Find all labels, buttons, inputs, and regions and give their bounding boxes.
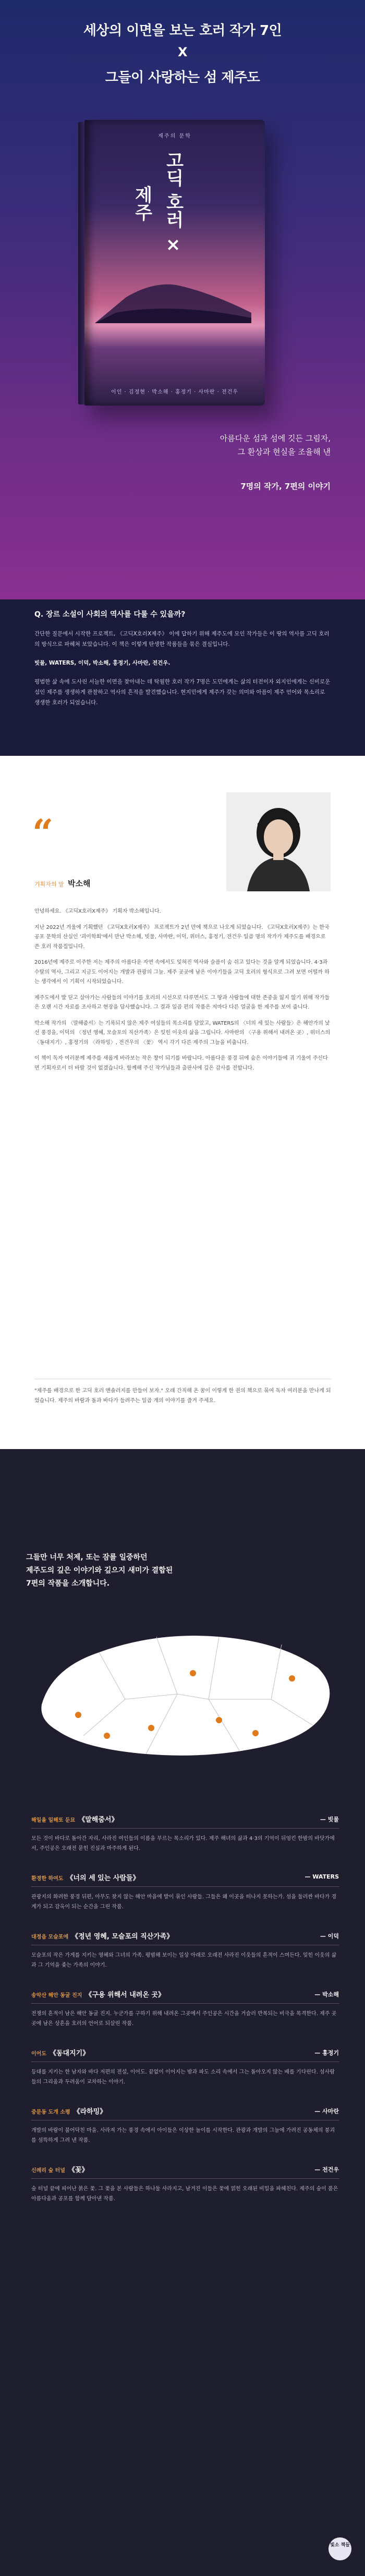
map-pin [104,1733,110,1739]
story-body: 관광지의 화려한 풍경 뒤편, 아무도 찾지 않는 해안 마을에 발이 묶인 사람들. 그들은 왜 이곳을 떠나지 못하는가. 섬을 둘러싼 바다가 경계가 되고 감옥이 되는 순간을 그린 작품. [31,1894,337,1910]
story-body: 개발의 바람이 불어닥친 마을. 사라져 가는 풍경 속에서 아이들은 이상한 놀이를 시작한다. 관광과 개발의 그늘에 가려진 공동체의 붕괴를 섬뜩하게 그려 낸 작품. [31,2128,335,2143]
map-intro [26,1551,173,1590]
story-title [31,1872,339,1882]
story-title-text: 《라하밍》 [73,2108,107,2116]
story-title-text: 《꽃》 [68,2166,89,2174]
story-location: 중문동 도개 소평 [31,2109,70,2115]
story-body: 등대를 지키는 한 남자와 바다 저편의 전설, 이어도. 끝없이 이어지는 밤과 파도 소리 속에서 그는 돌아오지 않는 배를 기다린다. 섬사람들의 그리움과 두려움이 교차하는 이야기. [31,2069,335,2085]
planner-interview [34,907,332,1080]
book-cover [84,120,265,406]
story-body: 전쟁의 흔적이 남은 해안 동굴 진지. 누군가를 구하기 위해 내려온 그곳에서 주인공은 시간을 거슬러 반복되는 비극을 목격한다. 제주 곳곳에 남은 상흔을 호러의 언어로 되살린 작품. [31,2011,337,2027]
planner-name: 박소해 [68,879,91,888]
map-pin [216,1717,222,1723]
story-author: — WATERS [305,1873,339,1880]
story-item [31,1989,339,2029]
story-location: 신례리 숲 터널 [31,2168,65,2174]
book-cover-authors: 이인 · 김정현 · 박소해 · 홍정기 · 사마란 · 전건우 [111,389,238,395]
planner-label: 기획자의 말 [34,881,64,888]
story-item [31,1814,339,1854]
divider [31,1886,339,1887]
story-title [31,1989,339,1999]
question-heading: Q. 장르 소설이 사회의 역사를 다룰 수 있을까? [34,610,186,619]
interview-paragraph: 안녕하세요. 《고딕X호러X제주》 기획자 박소해입니다. [34,909,161,914]
book-cover-title: 고딕 호러 × 제주 [131,151,184,255]
story-title [31,2047,339,2057]
hero-stat: 7명의 작가, 7편의 이야기 [240,482,331,491]
story-author: — 박소해 [314,1991,339,1998]
divider [31,2003,339,2004]
story-item [31,2164,339,2204]
story-item [31,2047,339,2087]
story-item [31,2106,339,2145]
interview-paragraph: 이 책이 독자 여러분께 제주를 새롭게 바라보는 작은 창이 되기를 바랍니다. 아름다운 풍경 뒤에 숨은 이야기들에 귀 기울여 주신다면 기획자로서 더 바랄 것이 없겠습니다. 함께해 주신 작가님들과 출판사에 깊은 감사를 전합니다. [34,1056,328,1071]
story-title-text: 《동대지기》 [49,2050,90,2057]
interview-paragraph: 지난 2022년 겨울에 기획했던 《고딕X호러X제주》 프로젝트가 2년 만에 책으로 나오게 되었습니다. 《고딕X호러X제주》는 한국 공포 문학의 산실인 '괴이학회'에서 만난 박소해, 빗물, 사마란, 이덕, 위더스, 홍정기, 전건우 일곱 명의 작가가 제주도를 배경으로 쓴 호러 작품집입니다. [34,924,330,950]
story-item [31,1931,339,1970]
map-intro-line3: 7편의 작품을 소개합니다. [26,1579,110,1588]
book-cover-series: 제주의 문학 [158,133,191,139]
answer-authors: 빗물, WATERS, 이덕, 박소해, 홍정기, 사마란, 전건우. [34,660,171,666]
jeju-map [21,1595,344,1788]
hero-banner [0,0,365,599]
mountain-icon [95,276,251,323]
interview-paragraph: 2016년에 제주로 이주한 저는 제주의 아름다운 자연 속에서도 잊혀진 역사와 슬픔이 숨 쉬고 있다는 것을 알게 되었습니다. 4·3과 수탈의 역사, 그리고 지금도 이어지는 개발과 관광의 그늘. 제주 곳곳에 남은 이야기들을 고딕 호러의 형식으로 그려 보면 어떨까 하는 생각에서 이 기획이 시작되었습니다. [34,960,330,985]
planner-photo [226,792,331,891]
story-author: — 빗물 [320,1816,339,1823]
answer-text [34,629,332,716]
story-item [31,1872,339,1912]
story-title-text: 《너의 세 있는 사람들》 [66,1874,140,1882]
story-location: 해일을 일해또 둔묘 [31,1818,76,1823]
story-location: 대정읍 모슬포에 [31,1934,69,1940]
map-pin [252,1730,259,1736]
interview-paragraph: 박소해 작가의 〈말해줌서〉는 기록되지 않은 제주 여성들의 목소리를 담았고, WATERS의 〈너의 세 있는 사람들〉은 해안가의 낯선 풍경을, 이덕의 〈정년 영혜, 모슬포의 직산가족〉은 잊힌 이웃의 삶을 그립니다. 사마란의 〈구용 위해서 내려온 곳〉, 위더스의 〈동대지기〉, 홍정기의 〈라하밍〉, 전건우의 〈꽃〉 역시 각기 다른 제주의 그늘을 비춥니다. [34,1020,331,1046]
answer-paragraph: 간단한 질문에서 시작한 프로젝트, 《고딕X호러X제주》 이에 답하기 위해 제주도에 모인 작가들은 이 땅의 역사를 고딕 호러의 방식으로 파헤쳐 보았습니다. 이 책은 이렇게 탄생한 작품들을 묶은 결실입니다. [34,631,330,647]
planner-closing: "제주를 배경으로 한 고딕 호러 앤솔러지를 만들어 보자." 오래 간직해 온 꿈이 이렇게 한 권의 책으로 묶여 독자 여러분을 만나게 되었습니다. 제주의 바람과 돌과 바다가 들려주는 일곱 개의 이야기를 즐겨 주세요. [34,1388,331,1404]
hero-title-line2: 그들이 사랑하는 섬 제주도 [105,70,260,85]
divider [31,1828,339,1829]
interview-paragraph: 제주도에서 발 딛고 살아가는 사람들의 이야기를 호러의 시선으로 다루면서도 그 땅과 사람들에 대한 존중을 잃지 않기 위해 작가들은 오랜 시간 자료를 조사하고 현장을 답사했습니다. 그 결과 일곱 편의 작품은 저마다 다른 얼굴을 한 제주를 보여 줍니다. [34,995,330,1010]
story-location: 이어도 [31,2051,46,2057]
story-body: 숲 터널 끝에 피어난 붉은 꽃. 그 꽃을 본 사람들은 하나둘 사라지고, 남겨진 이들은 꽃에 얽힌 오래된 비밀을 파헤친다. 제주의 숲이 품은 아름다움과 공포를 함께 담아낸 작품. [31,2186,338,2202]
story-author: — 전건우 [314,2166,339,2173]
story-author: — 홍정기 [314,2050,339,2056]
publisher-logo [328,2537,351,2560]
story-title-text: 《구용 위해서 내려온 곳》 [85,1991,165,1999]
hero-description [220,432,331,459]
story-title [31,2106,339,2116]
person-icon [226,792,331,891]
quote-icon: “ [32,811,54,854]
story-title-text: 《정년 영혜, 모슬포의 직산가족》 [71,1933,174,1941]
hero-desc-line1: 아름다운 섬과 섬에 깃든 그림자, [220,434,331,443]
map-intro-line2: 제주도의 깊은 이야기와 깊으지 새미가 결합된 [26,1566,173,1575]
hero-title-line1: 세상의 이면을 보는 호러 작가 7인 [83,23,282,39]
map-pin [190,1670,196,1676]
hero-title-x: X [177,45,187,59]
publisher-name: 빛소 책들 [330,2543,350,2548]
map-pin [148,1725,154,1731]
story-body: 모든 것이 바다로 돌아간 자리, 사라진 여인들의 이름을 부르는 목소리가 있다. 제주 해녀의 삶과 4·3의 기억이 뒤엉킨 한밤의 바닷가에서, 주인공은 오래전 묻힌 진실과 마주하게 된다. [31,1836,335,1851]
divider [31,2178,339,2179]
answer-paragraph: 평범한 삶 속에 도사린 서늘한 이면을 찾아내는 데 탁월한 호러 작가 7명은 도민에게는 삶의 터전이자 외지인에게는 신비로운 섬인 제주를 생생하게 관찰하고 역사의 흔적을 발견했습니다. 현지민에게 제주가 갖는 의미와 아픔이 제주 언어와 목소리로 생생한 호러가 되었습니다. [34,679,331,706]
story-title-text: 《말해줌서》 [78,1816,118,1824]
story-title [31,2164,339,2174]
story-body: 모슬포의 작은 가게를 지키는 영혜와 그녀의 가족. 평범해 보이는 일상 아래로 오래전 사라진 이웃들의 흔적이 스며든다. 잊힌 이웃의 삶과 그 기억을 좇는 가족의 이야기. [31,1953,337,1968]
story-location: 환경한 하여도 [31,1876,64,1882]
story-author: — 사마란 [314,2108,339,2115]
map-pin [289,1675,295,1682]
story-title [31,1814,339,1824]
story-location: 송악산 해안 동굴 진지 [31,1993,82,1998]
map-intro-line1: 그들만 너무 처제, 또는 잠를 일중하던 [26,1553,148,1562]
story-list [31,1814,339,2223]
map-pin [75,1712,81,1718]
planner-section [0,756,365,1449]
story-author: — 이덕 [320,1933,339,1940]
story-title [31,1931,339,1941]
question-section [0,599,365,756]
stories-section [0,1449,365,2576]
hero-desc-line2: 그 환상과 현실을 조율해 낸 [237,447,331,457]
